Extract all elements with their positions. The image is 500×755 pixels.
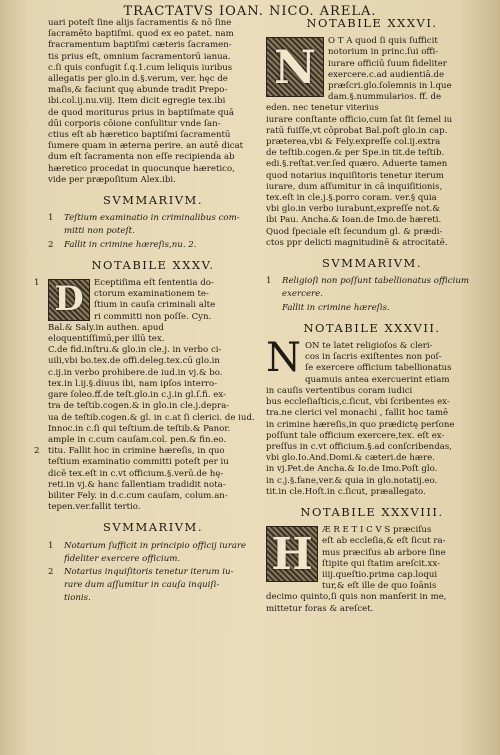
notabile-heading-37: NOTABILE XXXVII. [303,320,441,335]
text-line: 2 titu. Fallit hoc in crimine hæreſis, in quo [34,446,225,457]
running-header: TRACTATVS IOAN. NICO. ARELA. [123,4,377,19]
text-line: ua de teſtib.cogen.& gl. in c.at ſi clerici. de iud. [48,412,255,423]
notabile-36-text [266,36,478,249]
text-line: ſtium in cauſa criminali alte [94,300,216,311]
text-line: exercere.c.ad audientiā.de [328,69,445,80]
text-line: mittetur foras & areſcet. [266,603,374,614]
summary-item-text: fideliter exercere officium. [64,553,181,564]
text-line: hæretico procedat in quocunque hæretico, [48,163,235,174]
text-line: dicē tex.eſt in c.vt officium.§.verū.de hę- [48,468,224,479]
notabile-heading-36: NOTABILE XXXVI. [306,16,438,30]
text-line: c.ij.in verbo prohibere.de iud.in vj.& bo. [48,367,223,378]
text-line: in vj.Pet.de Ancha.& Io.de Imo.Poſt glo. [266,464,438,475]
text-line: uili,vbi bo.tex.de offi.deleg.tex.cū glo.in [48,356,220,367]
text-line: tis prius eſt, omnium ſacramentorū ianua. [48,51,231,62]
summary-item-number: 2 [48,566,54,577]
text-line: quamuis antea exercuerint etiam [305,374,450,385]
text-line: poſſunt tale officium exercere,tex. eſt ex- [266,430,445,441]
text-line: tra de teſtib.cogen.& in glo.in cle.j.depra- [48,401,230,412]
text-line: iurare conſtante officio,cum ſat ſit ſemel iu [266,114,453,125]
margin-number: 2 [34,446,40,457]
text-line: ctos ppr delicti magnitudinē & atrocitatē. [266,237,448,248]
text-line: ſe exercere officium tabellionatus [305,363,452,374]
text-line: vbi glo.Io.And.Domi.& cæteri.de hære. [266,453,435,464]
text-line: quod notarius inquiſitoris tenetur iterum [266,170,444,181]
summary-item [48,213,258,224]
text-line: iiij.queſtio.prima cap.loqui [322,569,438,580]
summary-item-text: rare dum aſſumitur in cauſa inquiſi- [64,580,220,591]
dropcap-d: D [48,279,90,321]
text-line: 1 Eceptiſima eſt ſententia do- [34,278,214,289]
text-line: ſacramēto baptiſmi. quod ex eo patet. nam [48,29,234,40]
text-line: fracramentum baptiſmi cæteris ſacramen- [48,40,232,51]
summary-item-text: Notarius inquiſitoris tenetur iterum iu- [64,566,234,577]
text-line: tex.in l.ij.§.diuus ibi, nam ipſos interro- [48,378,218,389]
text-line: ibi Pau. Ancha.& Ioan.de Imo.de hæreti. [266,215,442,226]
summary-item-text: mitti non poteſt. [64,226,135,237]
text-line: dum eſt ſacramenta non eſſe recipienda ab [48,152,235,163]
text-line: de quod moriturus prius in baptiſmate quā [48,107,234,118]
summary-item-number: 2 [48,239,54,250]
text-line: uari poteſt ſine alijs ſacramentis & nō ſine [48,18,232,28]
summary-item [48,554,258,565]
text-line: Innoc.in c.ſi qui teſtium.de teſtib.& Panor. [48,423,231,434]
text-line: tit.in cle.Hoſt.in c.ſicut, præallegato. [266,486,426,497]
summary-item-number: 1 [48,540,54,551]
text-line: ctorum examinationem te- [94,289,209,300]
text-line: ſtipite qui ſtatim areſcit.xx- [322,558,440,569]
summary-item [266,289,478,300]
margin-number: 1 [34,278,40,289]
text-line: de teſtib.cogen.& per Spe.in tit.de teſtib. [266,148,445,159]
text-line: dam.§.nummularios. ff. de [328,92,442,103]
text-line: preſſus in c.vt officium.§.ad conſcribendas, [266,441,452,452]
text-line: c.ſi quis confugit ſ.q.1.cum leliquis iuribus [48,62,233,73]
left-top-text [48,18,258,186]
text-line: tex.eſt in cle.j.§.porro coram. ver.§ quia [266,193,437,204]
summary-item-text: Religioſi non poſſunt tabellionatus officium [282,276,470,287]
notabile-37-text [266,335,478,498]
summary-item-text: Fallit in crimine hæreſis. [282,302,390,313]
summary-item-text: tionis. [64,593,91,604]
right-column [266,18,478,615]
summary-heading-3: SVMMARIVM. [322,256,422,271]
notabile-37-first-line: ON te latet religioſos & cleri- [305,341,433,352]
text-line: reti.in vj.& hanc fallentiam tradidit nota- [48,479,226,490]
summary-item [266,276,478,287]
text-line: vide per præpoſitum Alex.ibi. [48,174,176,185]
text-line: tepen.ver.fallit tertio. [48,502,141,513]
text-line: C.de fid.inſtru.& glo.in cle.j. in verbo ci- [48,345,222,356]
summary-list-2 [48,541,258,605]
dropcap-n: N [266,37,324,97]
left-column [34,18,258,607]
summary-item-number: 1 [266,276,272,287]
summary-heading-2: SVMMARIVM. [103,520,203,535]
text-line: O T A quod ſi quis ſufficit [328,36,438,47]
text-line: ample in c.cum cauſam.col. pen.& fin.eo. [48,434,227,445]
summary-item-text: exercere. [282,289,323,300]
dropcap-h: H [266,526,318,582]
text-line: Bal.& Saly.in authen. apud [48,322,164,333]
summary-heading-1: SVMMARIVM. [103,193,203,208]
text-line: ibi.col.ij.nu.viij. Item dicit egregie tex.ibi [48,96,226,107]
text-line: allegatis per glo.in d.§.verum, ver. hęc de [48,74,228,85]
text-line: maſis,& faciunt quę abunde tradit Prepo- [48,85,228,96]
text-line: ri committi non poſſe. Cyn. [94,311,212,322]
text-line: in cauſis vertentibus coram iudici [266,385,413,396]
text-line: tra.ne clerici vel monachi , fallit hoc tamē [266,408,449,419]
summary-item-text: Notarium ſufficit in principio officij iurare [64,540,247,551]
summary-item [48,567,258,578]
text-line: eloquentiſſimū,per illū tex. [48,334,165,345]
summary-item [48,226,258,237]
summary-item [48,541,258,552]
text-line: edi.§.reſtat.ver.ſed quæro. Aduerte tamen [266,159,448,170]
text-line: ratū fuiſſe,vt cōprobat Bal.poſt glo.in cap. [266,125,448,136]
text-line: Æ R E T I C V S præciſus [322,525,432,536]
summary-item [48,593,258,604]
initial-n: N [266,335,301,382]
notabile-heading-35: NOTABILE XXXV. [91,257,215,272]
notabile-heading-38: NOTABILE XXXVIII. [300,504,444,519]
text-line: ctius eſt ab hæretico baptiſmi ſacramentū [48,130,231,141]
text-line: decimo quinto,ſi quis non manſerit in me, [266,592,447,603]
notabile-38-text [266,525,478,615]
text-line: vbi glo.in verbo iurabunt,expreſſe not.& [266,204,440,215]
text-line: biliter Fely. in d.c.cum cauſam, colum.an- [48,490,228,501]
text-line: notorium in princ.ſui offi- [328,47,439,58]
text-line: iurare, dum aſſumitur in cā inquiſitionis, [266,181,443,192]
summary-item [266,303,478,314]
summary-list-3 [266,276,478,314]
text-line: eſt ab eccleſia,& eſt ſicut ra- [322,536,446,547]
summary-item-text: Teſtium examinatio in criminalibus com- [64,213,240,224]
summary-item-number: 1 [48,213,54,224]
text-line: bus eccleſiaſticis,c.ſicut, vbi ſcribentes ex- [266,397,450,408]
text-line: cos in ſacris exiſtentes non poſ- [305,352,442,363]
text-line: tur,& eſt ille de quo Ioānis [322,581,437,592]
text-line: gare ſoleo.ff.de teſt.glo.in c.j.in gl.ſ.fi. ex- [48,390,226,401]
text-line: iurare officiū ſuum fideliter [328,58,447,69]
text-line: teſtium examinatio committi poteſt per iu [48,457,229,468]
text-line: præſcri.glo.ſolemnis in l.que [328,81,452,92]
text-line: præterea,vbi & Fely.expreſſe col.ij.extra [266,137,441,148]
text-line: eden. nec tenetur viterius [266,103,379,114]
summary-item-text: Fallit in crimine hæreſis,nu. 2. [64,239,197,250]
text-line: ſumere quam in æterna perire. an autē dicat [48,141,244,152]
text-line: Quod ſpeciale eſt ſecundum gl. & prædi- [266,226,443,237]
summary-list-1 [48,213,258,251]
text-line: dūi corporis cōione conſulitur vnde ſan- [48,118,221,129]
summary-item [48,240,258,251]
text-line: mus præciſus ab arbore ſine [322,547,446,558]
text-line: in crimine hæreſis,in quo prædictę perſone [266,419,455,430]
summary-item [48,580,258,591]
text-line: in c.j.§.fane,ver.& quia in glo.notatij.eo. [266,475,438,486]
notabile-35-text [34,278,258,513]
